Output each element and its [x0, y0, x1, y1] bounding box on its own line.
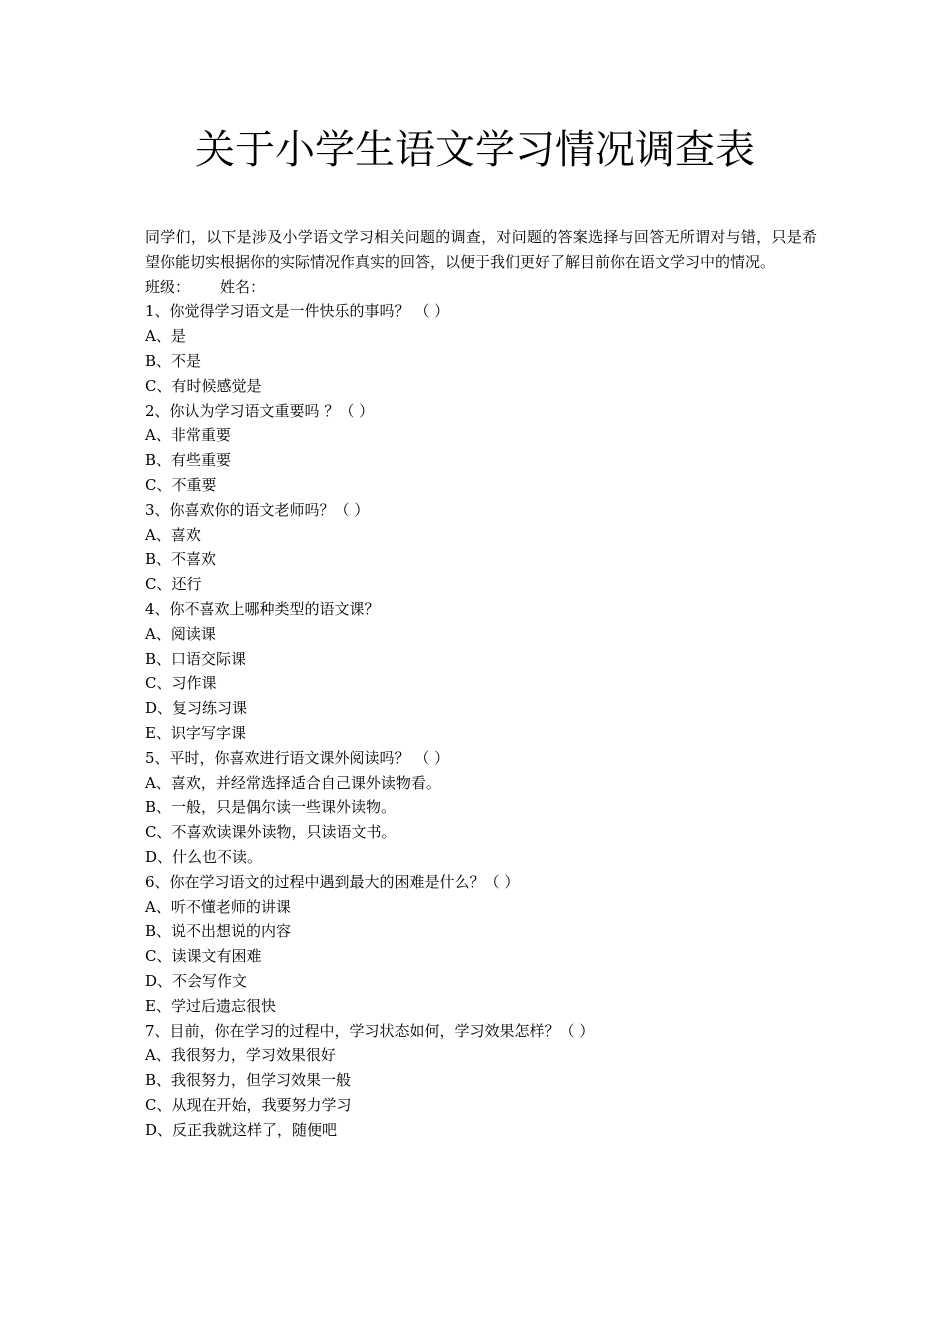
question-block — [145, 597, 825, 746]
question-block — [145, 498, 825, 597]
option-item: A、阅读课 — [145, 624, 216, 643]
option-item: D、复习练习课 — [145, 699, 248, 718]
option-item: C、还行 — [145, 575, 202, 594]
option-item: E、识字写字课 — [145, 723, 246, 742]
option-item: C、从现在开始，我要努力学习 — [145, 1095, 352, 1114]
question-block — [145, 299, 825, 398]
question-text: 1、你觉得学习语文是一件快乐的事吗？ （ ） — [145, 302, 450, 321]
option-item: B、口语交际课 — [145, 649, 247, 668]
option-item: C、读课文有困难 — [145, 947, 262, 966]
question-block — [145, 1019, 825, 1143]
question-text: 6、你在学习语文的过程中遇到最大的困难是什么？（ ） — [145, 872, 520, 891]
question-text: 2、你认为学习语文重要吗 ？（ ） — [145, 401, 375, 420]
option-item: C、习作课 — [145, 674, 217, 693]
option-item: D、什么也不读。 — [145, 847, 263, 866]
option-item: A、听不懂老师的讲课 — [145, 897, 291, 916]
option-item: D、不会写作文 — [145, 971, 248, 990]
option-item: B、我很努力，但学习效果一般 — [145, 1071, 352, 1090]
intro-paragraph: 同学们，以下是涉及小学语文学习相关问题的调查，对问题的答案选择与回答无所谓对与错，只是希望你能切实根据你的实际情况作真实的回答，以便于我们更好了解目前你在语文学习中的情况。 — [145, 228, 817, 271]
question-text: 7、目前，你在学习的过程中，学习状态如何，学习效果怎样？（ ） — [145, 1021, 595, 1040]
option-item: A、我很努力，学习效果很好 — [145, 1046, 336, 1065]
student-info-line — [145, 275, 825, 300]
option-item: B、不喜欢 — [145, 550, 217, 569]
option-item: C、不重要 — [145, 475, 217, 494]
question-block — [145, 870, 825, 1019]
option-item: C、不喜欢读课外读物，只读语文书。 — [145, 823, 397, 842]
question-block — [145, 399, 825, 498]
question-text: 4、你不喜欢上哪种类型的语文课？ — [145, 599, 380, 618]
name-label: 姓名： — [220, 277, 266, 296]
option-item: A、喜欢 — [145, 525, 201, 544]
option-item: A、非常重要 — [145, 426, 231, 445]
option-item: A、是 — [145, 327, 186, 346]
document-body — [145, 225, 825, 1142]
option-item: B、一般，只是偶尔读一些课外读物。 — [145, 798, 397, 817]
option-item: B、不是 — [145, 351, 202, 370]
option-item: B、有些重要 — [145, 451, 232, 470]
option-item: A、喜欢，并经常选择适合自己课外读物看。 — [145, 773, 441, 792]
option-item: C、有时候感觉是 — [145, 376, 262, 395]
question-text: 5、平时，你喜欢进行语文课外阅读吗？ （ ） — [145, 748, 450, 767]
document-title: 关于小学生语文学习情况调查表 — [195, 127, 755, 173]
option-item: E、学过后遗忘很快 — [145, 996, 276, 1015]
option-item: D、反正我就这样了，随便吧 — [145, 1120, 338, 1139]
class-label: 班级： — [145, 277, 191, 296]
option-item: B、说不出想说的内容 — [145, 922, 292, 941]
question-block — [145, 746, 825, 870]
question-text: 3、你喜欢你的语文老师吗？（ ） — [145, 500, 370, 519]
